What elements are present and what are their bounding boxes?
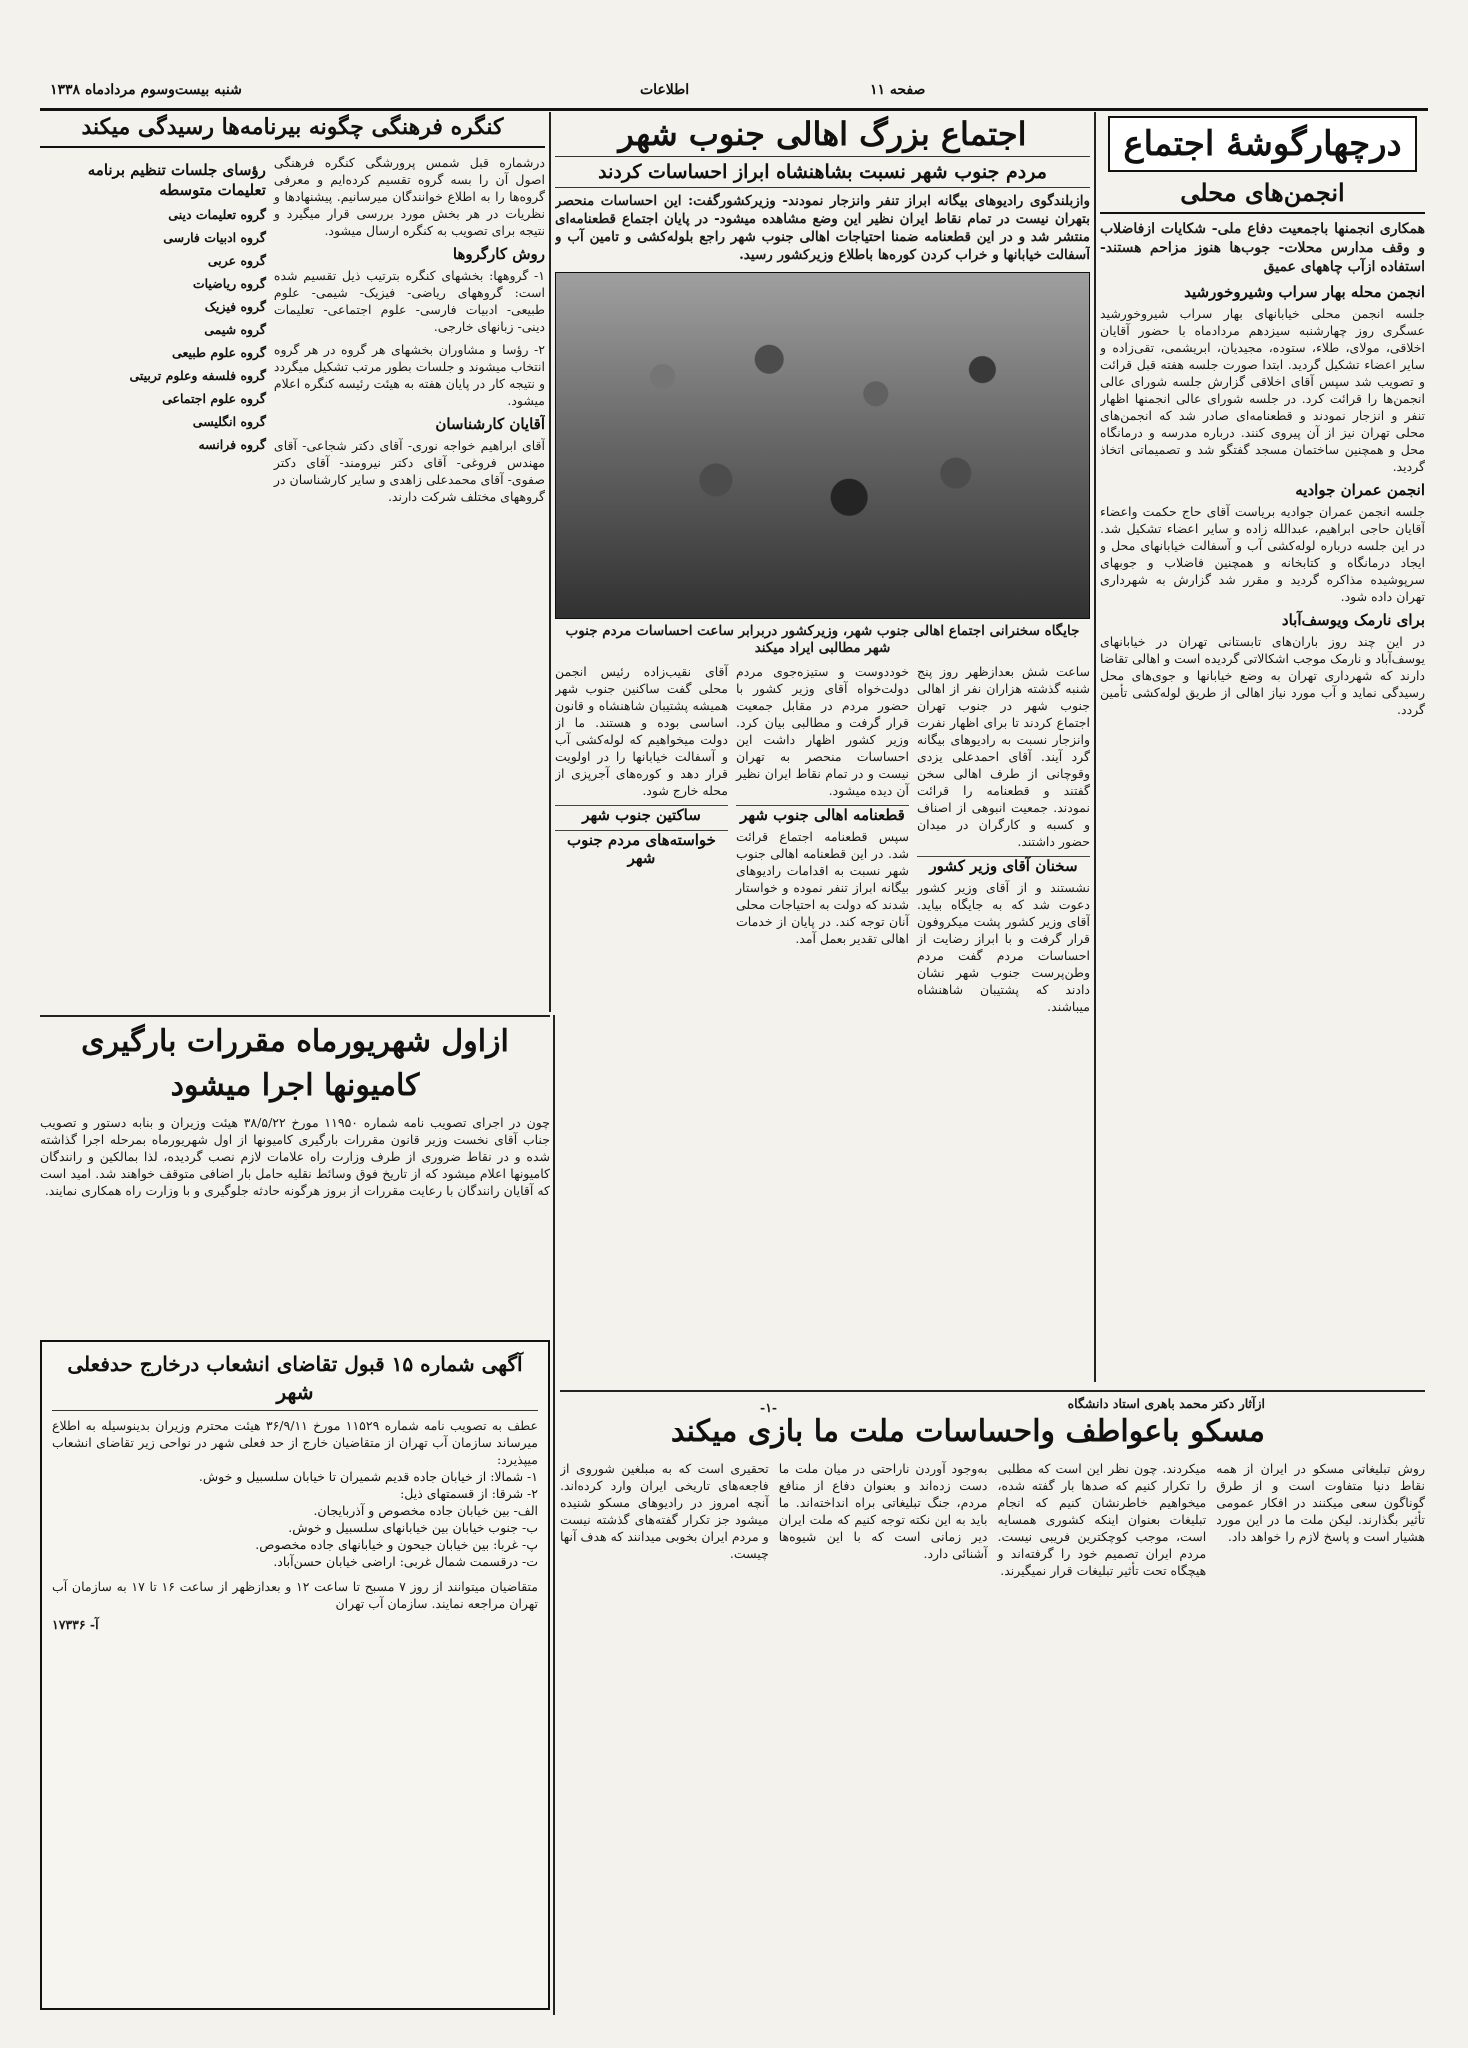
congress-group: گروه شیمی bbox=[204, 322, 266, 337]
masthead-rule bbox=[40, 108, 1428, 111]
main-article bbox=[555, 112, 1090, 1382]
notice-code: آ- ۱۷۳۳۶ bbox=[52, 1617, 99, 1632]
moscow-columns bbox=[560, 1460, 1425, 1579]
notice-item: ت- درقسمت شمال غربی: اراضی خیابان حسن‌آباد. bbox=[273, 1554, 538, 1569]
moscow-title: مسکو باعواطف واحساسات ملت ما بازی میکند bbox=[670, 1414, 1265, 1449]
congress-group: گروه عربی bbox=[207, 253, 266, 268]
trucks-title: ازاول شهریورماه مقررات بارگیری کامیونها اجرا میشود bbox=[81, 1024, 509, 1103]
notice-title: آگهی شماره ۱۵ قبول تقاضای انشعاب درخارج حدفعلی شهر bbox=[52, 1350, 538, 1411]
main-subtitle: مردم جنوب شهر نسبت بشاهنشاه ابراز احساسات کردند bbox=[555, 156, 1090, 188]
moscow-marker: -۱- bbox=[760, 1400, 778, 1415]
main-sub-residents: ساکتین جنوب شهر bbox=[555, 805, 728, 824]
main-col-3 bbox=[555, 663, 728, 1015]
masthead-date: شنبه بیست‌وسوم مردادماه ۱۳۳۸ bbox=[50, 82, 242, 98]
moscow-col-1 bbox=[1216, 1460, 1425, 1579]
notice-item: ۱- شمالا: از خیابان جاده قدیم شمیران تا خیابان سلسبیل و خوش. bbox=[198, 1469, 538, 1484]
congress-sub-method: روش کارگروها bbox=[452, 245, 545, 263]
water-notice bbox=[40, 1340, 550, 2010]
congress-group: گروه انگلیسی bbox=[192, 414, 266, 429]
moscow-col-4 bbox=[560, 1460, 769, 1579]
photo-caption: جایگاه سخنرانی اجتماع اهالی جنوب شهر، وزیرکشور دربرابر ساعت احساسات مردم جنوب شهر مطالبی ایراد میکند bbox=[565, 623, 1080, 656]
masthead bbox=[40, 78, 1428, 106]
main-title: اجتماع بزرگ اهالی جنوب شهر bbox=[618, 115, 1027, 153]
congress-columns bbox=[40, 154, 545, 505]
congress-group: گروه تعلیمات دینی bbox=[168, 207, 266, 222]
main-col-1-text: ساعت شش بعدازظهر روز پنج شنبه گذشته هزاران نفر از اهالی جنوب شهر در جنوب تهران اجتماع کردند تا برای اظهار نفرت وانزجار نسبت به رادیوهای بیگانه گرد آیند. آقای احمدعلی یزدی وقوچانی از طرف اهالی سخن گفتند و قطعنامه را قرائت نمودند. جمعیت انبوهی از اصناف و کسبه و کارگران در میدان حضور داشتند. bbox=[917, 664, 1090, 849]
congress-group: گروه علوم طبیعی bbox=[172, 345, 266, 360]
congress-title: کنگره فرهنگی چگونه بیرنامه‌ها رسیدگی میکند bbox=[40, 112, 545, 148]
moscow-col-3 bbox=[779, 1460, 988, 1579]
moscow-col-3-text: به‌وجود آوردن ناراحتی در میان ملت ما دست زده‌اند و بعنوان دفاع از منافع مردم، جنگ تبلیغاتی براه انداخته‌اند. ما باید به این نکته توجه کنیم که ملت ایران دیر زمانی است که با این شیوه‌ها آشنائی دارد. bbox=[778, 1461, 988, 1561]
rule-middle bbox=[549, 112, 551, 1012]
main-sub-resolution: قطعنامه اهالی جنوب شهر bbox=[736, 805, 909, 824]
congress-group: گروه ادبیات فارسی bbox=[163, 230, 266, 245]
rule-moscow-top bbox=[560, 1390, 1425, 1392]
notice-item: الف- بین خیابان جاده مخصوص و آذربایجان. bbox=[313, 1503, 538, 1518]
section-title: انجمن‌های محلی bbox=[1100, 178, 1425, 214]
main-sub-minister: سخنان آقای وزیر کشور bbox=[917, 856, 1090, 875]
section-lead: همکاری انجمنها باجمعیت دفاع ملی- شکایات ازفاضلاب و وقف مدارس محلات- جوب‌ها هنوز مزاحم هستند- استفاده ازآب چاههای عمیق bbox=[1100, 221, 1425, 275]
congress-body-3: آقای ابراهیم خواجه نوری- آقای دکتر شجاعی- آقای مهندس فروغی- آقای دکتر نیرومند- آقای دکتر صفوی- آقای محمدعلی زاهدی و سایر کارشناسان در گروههای مختلف شرکت دارند. bbox=[273, 438, 545, 504]
main-columns bbox=[555, 663, 1090, 1015]
congress-group: گروه فیزیک bbox=[204, 299, 266, 314]
notice-footer: متقاضیان میتوانند از روز ۷ مسبح تا ساعت ۱۲ و بعدازظهر از ساعت ۱۶ تا ۱۷ به سازمان آب تهران مراجعه نمایند. سازمان آب تهران bbox=[52, 1579, 539, 1611]
notice-item: ۲- شرقا: از قسمتهای ذیل: bbox=[400, 1486, 538, 1501]
moscow-col-2 bbox=[998, 1460, 1207, 1579]
main-col-1b-text: نشستند و از آقای وزیر کشور دعوت شد که به جایگاه بیاید. آقای وزیر کشور پشت میکروفون قرار گرفت و با ابراز رضایت از احساسات مردم گفت مردم وطن‌پرست جنوب شهر نشان دادند که پشتیبان شاهنشاه میباشند. bbox=[917, 880, 1090, 1014]
congress-col-1 bbox=[274, 154, 545, 505]
main-sub-demands: خواسته‌های مردم جنوب شهر bbox=[555, 830, 728, 867]
main-col-3-text: آقای نقیب‌زاده رئیس انجمن محلی گفت ساکنین جنوب شهر همیشه پشتیبان شاهنشاه و قانون اساسی بوده و هستند. ما از دولت میخواهیم که لوله‌کشی آب و آسفالت خیابانها را در اولویت قرار دهد و کوره‌های آجرپزی از محله خارج شود. bbox=[555, 664, 728, 798]
notice-item: پ- غربا: بین خیابان جیحون و خیابانهای جاده مخصوص. bbox=[255, 1537, 538, 1552]
rule-bottom-middle bbox=[553, 1015, 555, 2015]
body-bahar-sarab: جلسه انجمن محلی خیابانهای بهار سراب شیروخورشید عسگری روز چهارشنبه سیزدهم مردادماه با حضور آقایان اخلاقی، مولای، طلاء، ستوده، مجیدیان، ابریشمی، تقی‌زاده و سایر اعضاء تشکیل گردید. ابتدا صورت جلسه هفته قبل قرائت و تصویب شد سپس آقای اخلاقی گزارش جلسه شورای عالی انجمن‌ها را قرائت کرد. در جلسه شورای عالی انجمنها اظهار تنفر و انزجار نمودند و قطعنامه‌ای صادر شد که انجمن‌های محلی تهران نیز از آن پیروی کنند. درباره مدرسه و درمانگاه محل و همچنین ساختمان مسجد گفتگو شد و تصمیماتی اتخاذ گردید. bbox=[1100, 306, 1425, 474]
moscow-col-2-text: میکردند. چون نظر این است که مطلبی را تکرار کنیم که صدها بار گفته شده، میخواهیم خاطرنشان کنیم که انجام تبلیغات بعنوان اینکه کشوری همسایه است، موجب کوچکترین فریبی نیست. مردم ایران تصمیم خود را گرفته‌اند و هیچگاه تحت تأثیر تبلیغات قرار نمیگیرند. bbox=[997, 1461, 1207, 1578]
body-javadieh: جلسه انجمن عمران جوادیه بریاست آقای حاج حکمت واعضاء آقایان حاجی ابراهیم، عبدالله زاده و سایر اعضاء تشکیل شد. در این جلسه درباره لوله‌کشی آب و آسفالت خیابانهای محل و ایجاد درمانگاه و کتابخانه و همچنین فاضلاب و جوبهای سرپوشیده مذاکره گردید و مقرر شد گزارش به شهرداری تهران داده شود. bbox=[1100, 504, 1425, 604]
section-banner bbox=[1108, 116, 1417, 172]
main-col-1 bbox=[917, 663, 1090, 1015]
rally-photo bbox=[555, 272, 1090, 619]
masthead-paper: اطلاعات bbox=[640, 82, 690, 98]
moscow-kicker: ازآثار دکتر محمد باهری استاد دانشگاه bbox=[1067, 1396, 1265, 1411]
congress-group: گروه فلسفه وعلوم تربیتی bbox=[129, 368, 266, 383]
congress-group: گروه علوم اجتماعی bbox=[162, 391, 266, 406]
congress-intro: درشماره قبل شمس پرورشگی کنگره فرهنگی اصول آن را بسه گروه تقسیم کرده‌ایم و معرفی گروه‌ها را به اطلاع خوانندگان میرسانیم. پیشنهادها و نظریات در هر بخش مورد بررسی قرار میگیرد و نتیجه برای تصویب به کنگره ارسال میشود. bbox=[273, 155, 545, 238]
congress-body-2: ۲- رؤسا و مشاوران بخشهای هر گروه در هر گروه انتخاب میشوند و جلسات بطور مرتب تشکیل میگردد و نتیجه کار در پایان هفته به هیئت رئیسه کنگره اعلام میشود. bbox=[273, 342, 545, 408]
trucks-body: چون در اجرای تصویب نامه شماره ۱۱۹۵۰ مورخ ۳۸/۵/۲۲ هیئت وزیران و بنابه دستور و تصویب جناب آقای نخست وزیر قانون مقررات بارگیری کامیونها از اول شهریورماه بمرحله اجرا گذاشته شده و در نقاط ضروری از طرف وزارت راه علامات لازم نصب گردیده، لذا بمالکین و رانندگان کامیونها اعلام میشود که از تاریخ فوق وسائط نقلیه حامل بار اضافی متوقف خواهند شد. امید است که آقایان رانندگان با رعایت مقررات از بروز هرگونه حادثه جلوگیری و با وزارت راه همکاری نمایند. bbox=[40, 1115, 550, 1198]
congress-sub-experts: آقایان کارشناسان bbox=[435, 415, 545, 433]
main-col-2 bbox=[736, 663, 909, 1015]
sub-bahar-sarab: انجمن محله بهار سراب وشیروخورشید bbox=[1184, 283, 1425, 301]
sub-narmak: برای نارمک ویوسف‌آباد bbox=[1281, 611, 1425, 629]
moscow-article bbox=[560, 1395, 1425, 2015]
congress-group: گروه فرانسه bbox=[198, 437, 266, 452]
main-col-2-text: خوددوست و ستیزه‌جوی مردم دولت‌خواه آقای وزیر کشور با حضور مردم در مقابل جمعیت قرار گرفت و مطالبی بیان کرد. وزیر کشور اظهار داشت این احساسات منحصر به تهران نیست و در تمام نقاط ایران نظیر آن دیده میشود. bbox=[736, 664, 909, 798]
congress-body-1: ۱- گروهها: بخشهای کنگره بترتیب ذیل تقسیم شده است: گروههای ریاضی- فیزیک- شیمی- علوم طبیعی- ادبیات فارسی- علوم اجتماعی- تعلیمات دینی- زبانهای خارجی. bbox=[273, 268, 545, 334]
right-column bbox=[1100, 112, 1425, 1382]
congress-group: گروه ریاضیات bbox=[192, 276, 266, 291]
sub-javadieh: انجمن عمران جوادیه bbox=[1295, 481, 1425, 499]
masthead-page: صفحه ۱۱ bbox=[870, 82, 926, 98]
main-col-2b-text: سپس قطعنامه اجتماع قرائت شد. در این قطعنامه اهالی جنوب شهر نسبت به اقدامات رادیوهای بیگانه ابراز تنفر نموده و خواستار شدند که دولت به احتیاجات محلی آنان توجه کند. در پایان از خدمات اهالی تقدیر بعمل آمد. bbox=[736, 829, 909, 946]
section-banner-title: درچهارگوشهٔ اجتماع bbox=[1123, 124, 1402, 164]
congress-sub-heads: رؤسای جلسات تنظیم برنامه تعلیمات متوسطه bbox=[87, 161, 266, 199]
body-narmak: در این چند روز باران‌های تابستانی تهران در خیابانهای یوسف‌آباد و نارمک موجب اشکالاتی گردیده است و اهالی تقاضا دارند که شهرداری تهران به وضع خیابانها و جوی‌های محل رسیدگی نماید و آب مورد نیاز اهالی از طریق لوله‌کشی تأمین گردد. bbox=[1100, 634, 1425, 717]
rule-right bbox=[1094, 112, 1096, 1382]
notice-item: ب- جنوب خیابان بین خیابانهای سلسبیل و خوش. bbox=[288, 1520, 538, 1535]
congress-article bbox=[40, 112, 545, 1012]
main-deck: وازبلندگوی رادیوهای بیگانه ابراز تنفر وانزجار نمودند- وزیرکشورگفت: این احساسات منحصر بتهران نیست در تمام نقاط ایران نظیر این وضع مشاهده میشود- در پایان اجتماع قطعنامه‌ای منتشر شد و در این قطعنامه ضمنا احتیاجات اهالی جنوب شهر راجع بلوله‌کشی و تامین آب و آسفالت خیابانها و خراب کردن کوره‌ها باطلاع وزیرکشور رسید. bbox=[555, 193, 1090, 263]
congress-col-2 bbox=[40, 154, 266, 505]
moscow-col-1-text: روش تبلیغاتی مسکو در ایران از همه نقاط دنیا متفاوت است و از طرق گوناگون سعی میکنند در افکار عمومی تأثیر بگذارند. لیکن ملت ما در این مورد هشیار است و پاسخ لازم را خواهد داد. bbox=[1216, 1461, 1425, 1544]
moscow-col-4-text: تحقیری است که به مبلغین شوروی از فاجعه‌های تاریخی ایران وارد کرده‌اند. آنچه امروز در رادیوهای مسکو شنیده میشود جز تکرار گفته‌های گذشته نیست و مردم ایران بخوبی میدانند که هدف آنها چیست. bbox=[560, 1461, 769, 1561]
trucks-article bbox=[40, 1020, 550, 1330]
notice-intro: عطف به تصویب نامه شماره ۱۱۵۲۹ مورخ ۳۶/۹/۱۱ هیئت محترم وزیران بدینوسیله به اطلاع میرساند سازمان آب تهران از متقاضیان خارج از حد فعلی شهر در نواحی زیر تقاضای انشعاب میپذیرد: bbox=[52, 1418, 538, 1467]
rule-trucks-top bbox=[40, 1015, 550, 1017]
